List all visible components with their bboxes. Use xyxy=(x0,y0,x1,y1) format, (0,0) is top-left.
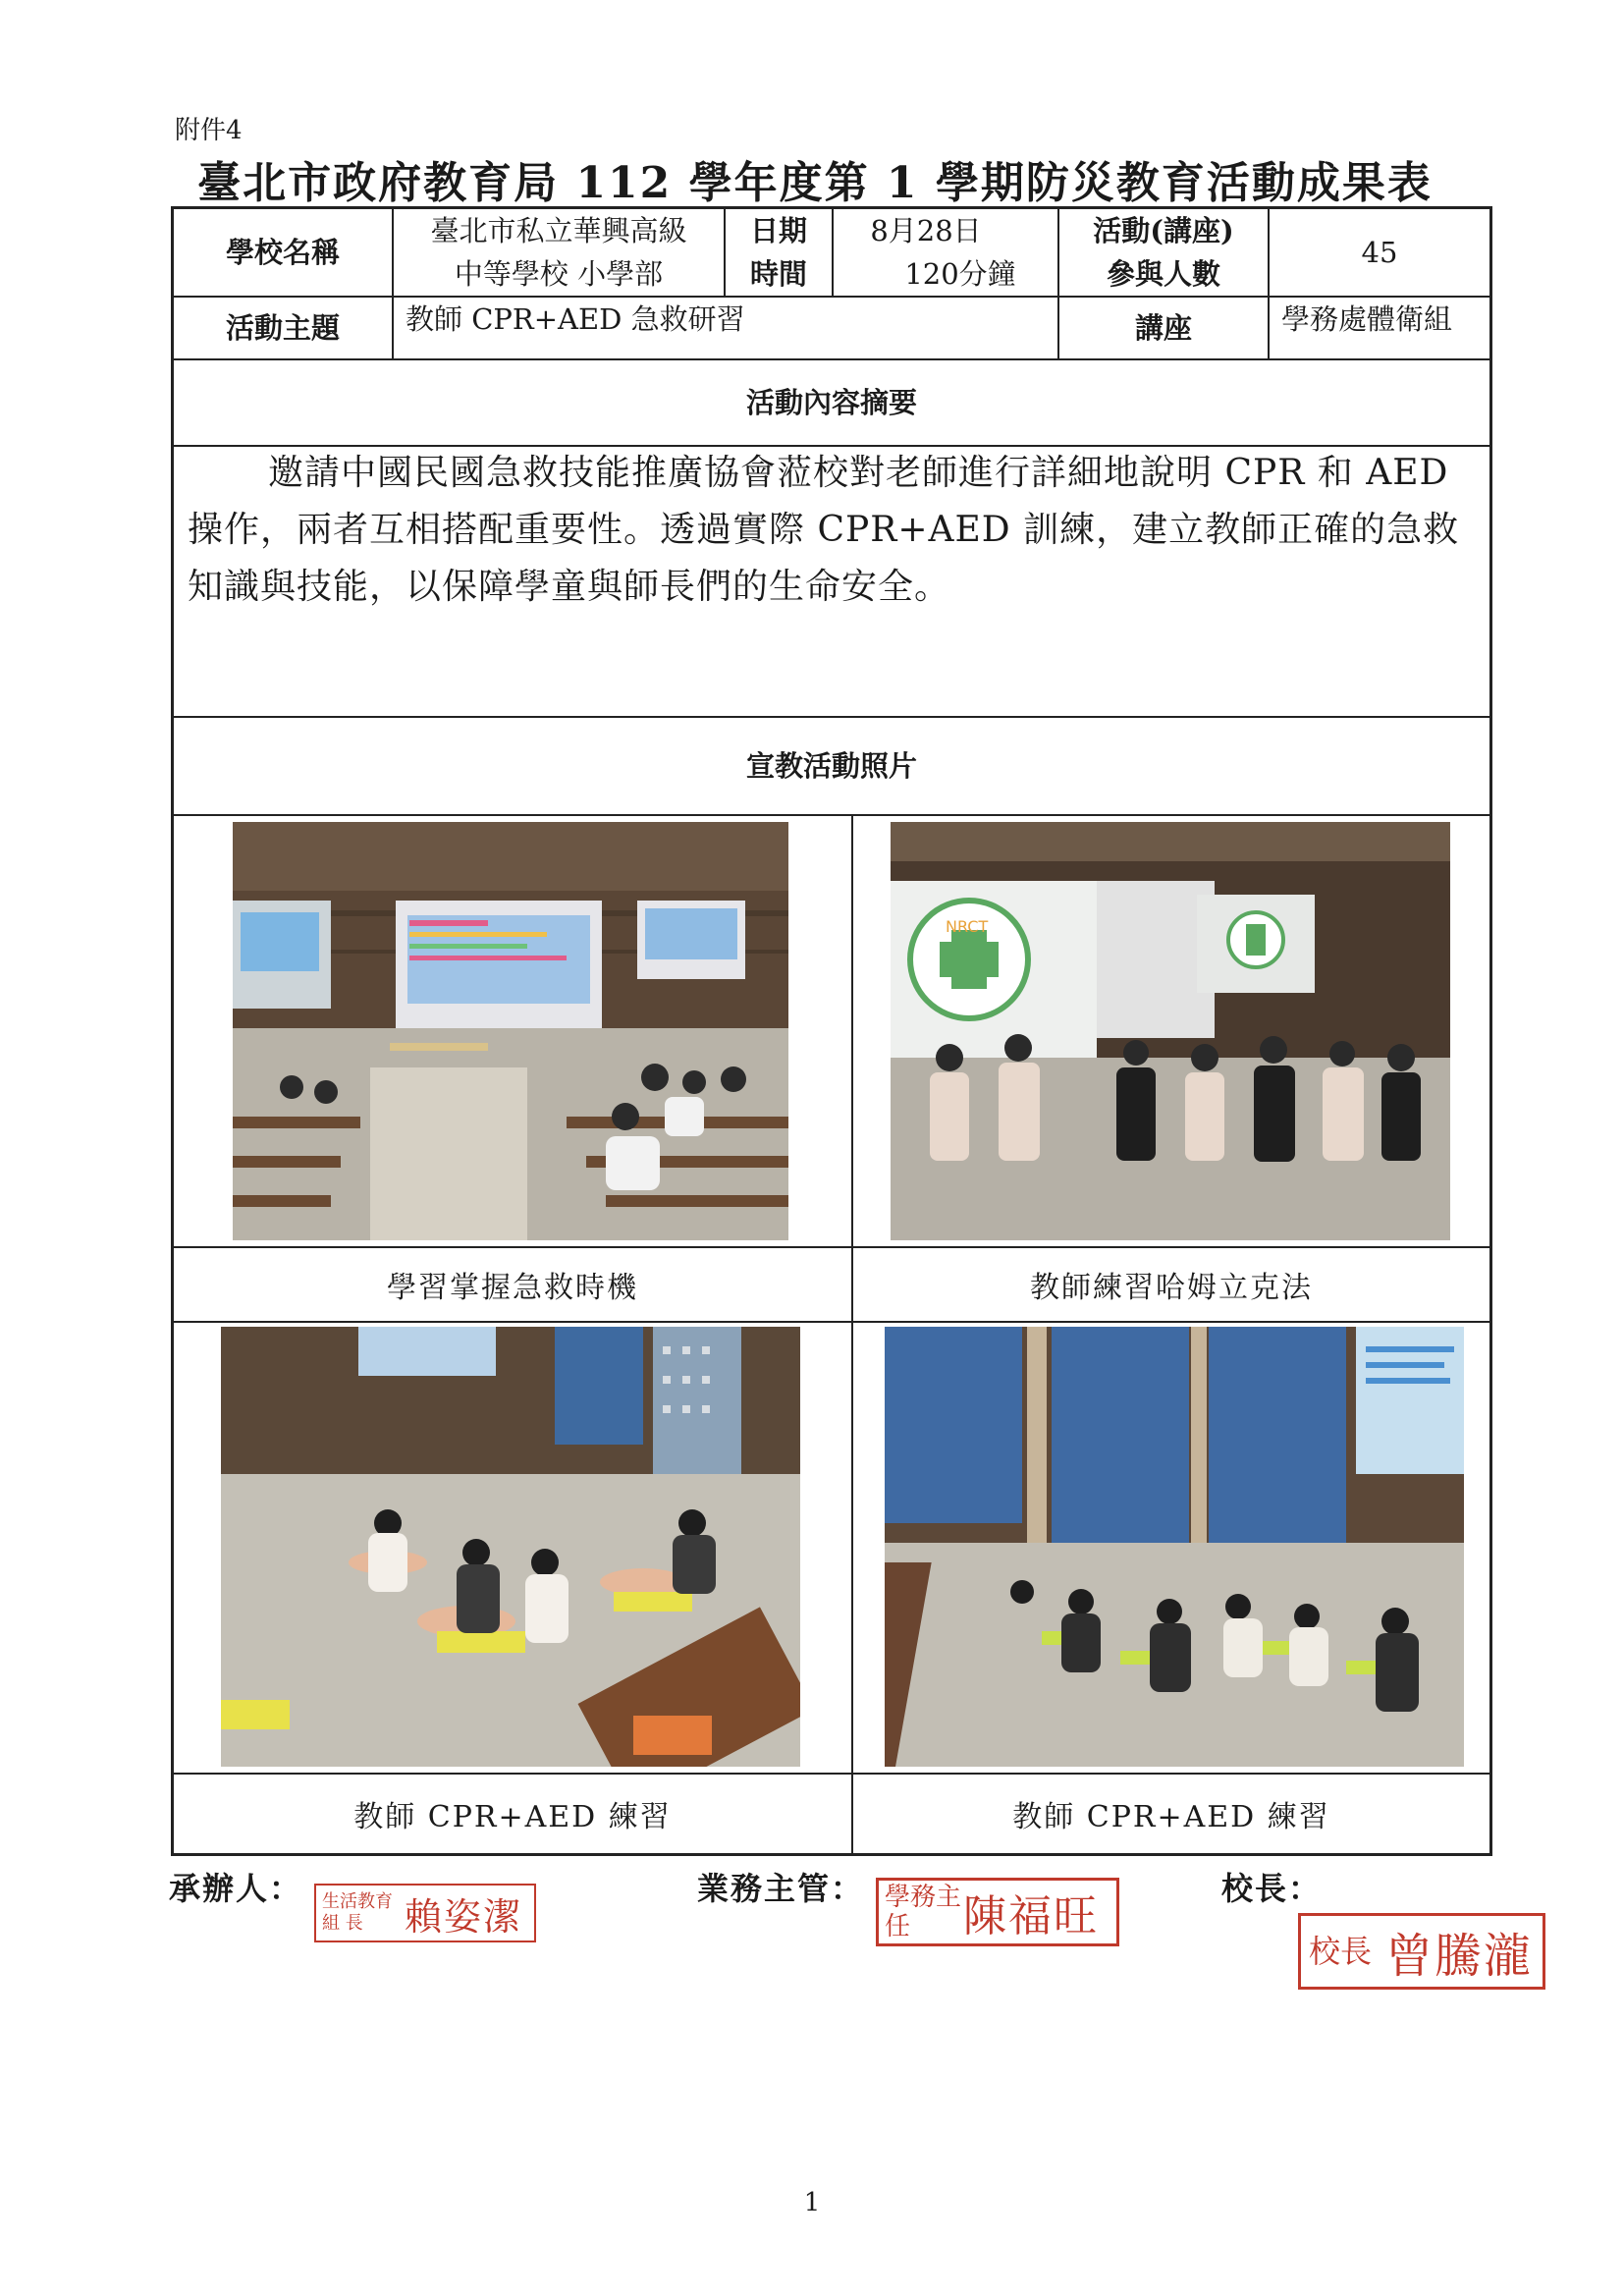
school-name-label: 學校名稱 xyxy=(225,236,340,269)
supervisor-label: 業務主管： xyxy=(697,1870,865,1907)
principal-stamp xyxy=(1298,1913,1545,1990)
caption-photo-4: 教師 CPR+AED 練習 xyxy=(1012,1800,1330,1834)
date-value: 8月28日 xyxy=(870,214,982,247)
page-title: 臺北市政府教育局 112 學年度第 1 學期防災教育活動成果表 xyxy=(197,158,1433,208)
time-value: 120分鐘 xyxy=(904,257,1016,291)
results-form xyxy=(171,206,1492,1856)
handler-stamp xyxy=(314,1884,536,1942)
lecture-value: 學務處體衛組 xyxy=(1281,302,1453,336)
principal-label: 校長： xyxy=(1221,1870,1323,1907)
school-name-value xyxy=(394,209,724,296)
time-label: 時間 xyxy=(749,257,807,291)
school-name-line1: 臺北市私立華興高級 xyxy=(430,214,687,247)
caption-photo-3: 教師 CPR+AED 練習 xyxy=(353,1800,672,1834)
photo-cpr-practice-1 xyxy=(221,1327,800,1767)
school-name-line2: 中等學校 小學部 xyxy=(454,257,664,291)
date-label: 日期 xyxy=(749,214,807,247)
summary-text: 邀請中國民國急救技能推廣協會蒞校對老師進行詳細地說明 CPR 和 AED 操作，兩者互相搭配重要性。透過實際 CPR+AED 訓練，建立教師正確的急救知識與技能，以保障學童與師長們的生命安全。 xyxy=(188,453,1460,607)
handler-stamp-name: 賴姿潔 xyxy=(405,1894,523,1939)
photos-heading: 宣教活動照片 xyxy=(745,749,917,783)
row-divider xyxy=(174,1321,1489,1323)
handler-stamp-title: 生活教育組 長 xyxy=(322,1891,393,1934)
row-divider xyxy=(174,814,1489,816)
photo-cpr-practice-2 xyxy=(885,1327,1464,1767)
participants-label-line2: 參與人數 xyxy=(1106,257,1220,291)
caption-photo-2: 教師練習哈姆立克法 xyxy=(1030,1271,1313,1305)
participants-value: 45 xyxy=(1361,236,1398,269)
screen-logo-text: NRCT xyxy=(946,917,989,936)
col-divider xyxy=(851,814,853,1856)
supervisor-stamp-title: 學務主任 xyxy=(885,1883,962,1941)
theme-value: 教師 CPR+AED 急救研習 xyxy=(406,302,745,336)
principal-stamp-title: 校長 xyxy=(1309,1933,1373,1970)
attachment-label: 附件4 xyxy=(175,116,243,145)
theme-label: 活動主題 xyxy=(225,311,340,345)
handler-label: 承辦人： xyxy=(169,1870,303,1907)
supervisor-stamp xyxy=(876,1878,1119,1946)
date-time-value xyxy=(834,209,1057,296)
summary-heading: 活動內容摘要 xyxy=(745,386,917,419)
principal-stamp-name: 曾騰瀧 xyxy=(1385,1928,1534,1984)
supervisor-stamp-name: 陳福旺 xyxy=(963,1891,1099,1941)
date-time-label xyxy=(726,209,832,296)
lecture-label: 講座 xyxy=(1134,311,1192,345)
photo-seminar-hall xyxy=(233,822,788,1240)
page-number: 1 xyxy=(803,2188,821,2217)
participants-label xyxy=(1059,209,1268,296)
participants-label-line1: 活動(講座) xyxy=(1093,214,1234,247)
photo-heimlich-practice xyxy=(891,822,1450,1240)
caption-photo-1: 學習掌握急救時機 xyxy=(387,1271,638,1305)
